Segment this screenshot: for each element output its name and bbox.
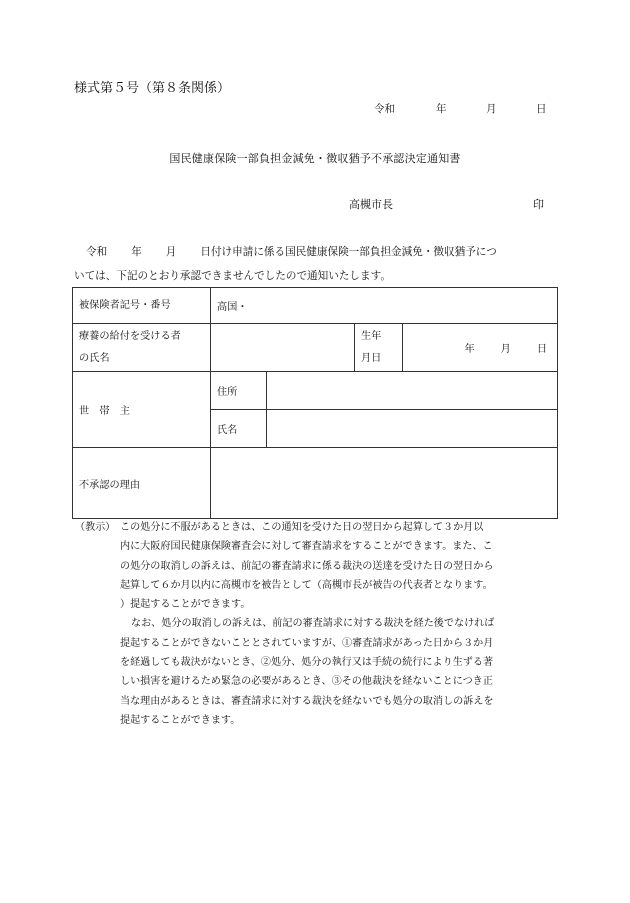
address-label: 住所 [211,372,267,410]
notes-paragraph-1 [75,518,561,614]
date-line [374,101,554,115]
body-year: 年 [131,246,142,258]
patient-label [73,324,211,372]
table-row [73,372,558,410]
householder-label: 世 帯 主 [73,372,211,448]
notes-p2-first-text: なお、処分の取消しの訴えは、前記の審査請求に対する裁決を経た後でなければ [131,618,495,630]
body-rest: 日付け申請に係る国民健康保険一部負担金減免・徴収猶予につ [200,246,497,258]
birth-year: 年 [464,344,475,355]
birth-label [355,324,403,372]
table-row [73,448,558,519]
birth-date-field [403,324,558,372]
notes-p1-line: ）提起することができます。 [120,599,251,611]
notes-p1-line: の処分の取消しの訴えは、前記の審査請求に係る裁決の送達を受けた日の翌日から [120,560,494,572]
notes-p2-line: 提起することができます。 [120,714,241,726]
patient-name-field [211,324,355,372]
name-label: 氏名 [211,410,267,448]
date-year: 年 [436,103,447,115]
issuer: 高槻市長 [349,198,393,211]
insured-value: 高国・ [211,288,558,324]
info-table [72,287,558,519]
body-era: 令和 [86,246,108,258]
date-era: 令和 [374,103,395,115]
table-row [73,288,558,324]
reason-field [211,448,558,519]
form-number: 様式第５号（第８条関係） [74,81,231,96]
body-line-2: いては、下記のとおり承認できませんでしたので通知いたします。 [74,270,391,282]
table-row [73,324,558,372]
patient-label-line-1: 療養の給付を受ける者 [79,330,181,342]
birth-day: 日 [536,344,547,355]
notes-p2-line: を経過しても裁決がないとき、②処分、処分の執行又は手続の続行により生ずる著 [120,657,494,669]
patient-label-line-2: の氏名 [79,352,110,364]
notes-p2-line: 提起することができないこととされていますが、①審査請求があった日から３か月 [120,637,494,649]
body-text [74,240,558,288]
birth-label-line-2: 月日 [361,352,382,364]
address-field [267,372,558,410]
notes-p1-line: この処分に不服があるときは、この通知を受けた日の翌日から起算して３か月以 [120,522,484,533]
notes-p2-line: 当な理由があるときは、審査請求に対する裁決を経ないでも処分の取消しの訴えを [120,695,494,707]
notes [75,518,561,730]
notes-tag: （教示） [75,522,116,533]
notes-p2-line [120,614,561,633]
notes-p2-line: しい損害を避けるため緊急の必要があるとき、③その他裁決を経ないことにつき正 [120,676,493,688]
reason-label: 不承認の理由 [73,448,211,519]
householder-name-field [267,410,558,448]
notes-p1-line: 起算して６か月以内に高槻市を被告として（高槻市長が被告の代表者となります。 [120,579,493,591]
insured-label: 被保険者記号・番号 [73,288,211,324]
birth-label-line-1: 生年 [361,330,382,342]
date-month: 月 [486,103,497,115]
body-line-1 [74,240,558,264]
birth-month: 月 [500,344,511,355]
document-title: 国民健康保険一部負担金減免・徴収猶予不承認決定通知書 [169,152,461,165]
date-day: 日 [536,103,547,115]
notes-p1-line: 内に大阪府国民健康保険審査会に対して審査請求をすることができます。また、こ [120,541,493,553]
body-month: 月 [165,246,177,258]
seal-mark: 印 [533,198,544,211]
notes-paragraph-2 [120,614,561,730]
